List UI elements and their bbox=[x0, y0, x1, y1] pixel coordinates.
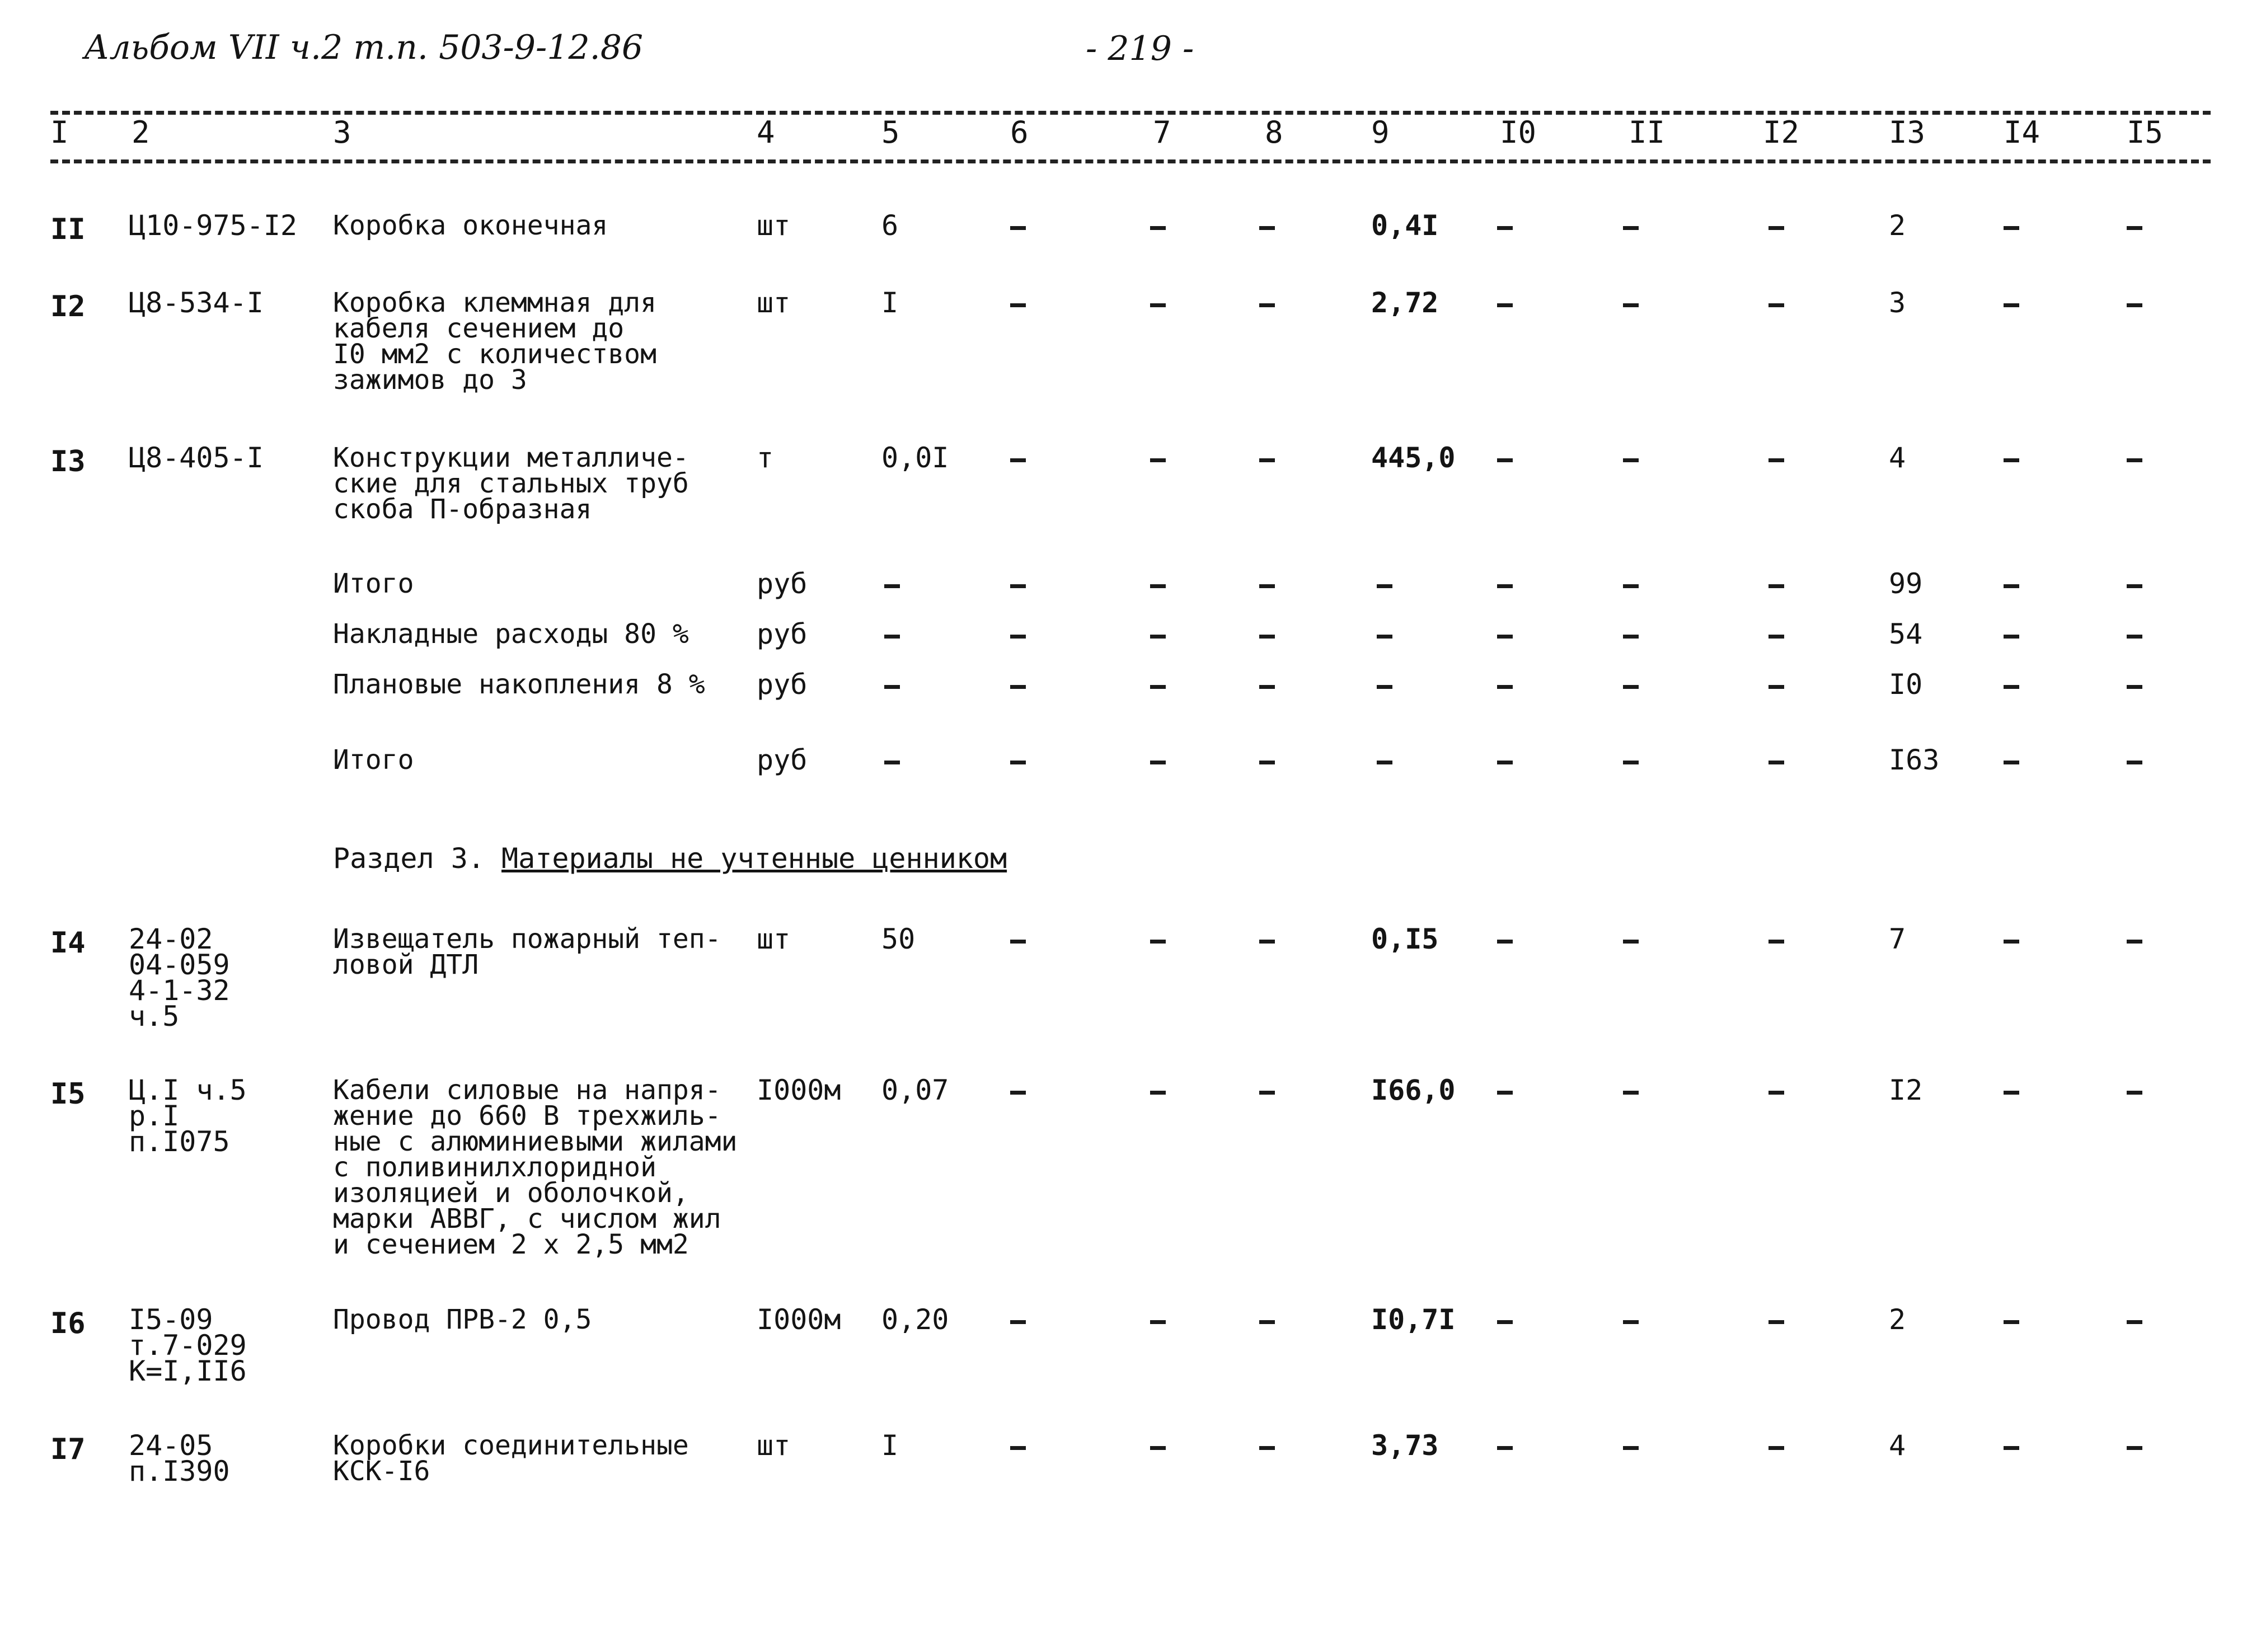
empty-cell-dash bbox=[1150, 458, 1166, 462]
row-code-line: 4-1-32 bbox=[129, 974, 230, 1007]
empty-cell-dash bbox=[1010, 1091, 1026, 1095]
empty-cell-dash bbox=[1150, 1091, 1166, 1095]
row-description-line: кабеля сечением до bbox=[333, 313, 625, 344]
empty-cell-dash bbox=[2004, 584, 2019, 588]
empty-cell-dash bbox=[2127, 1091, 2142, 1095]
section-title: Материалы не учтенные ценником bbox=[501, 842, 1007, 875]
empty-cell-dash bbox=[1377, 584, 1392, 588]
row-description-line: Итого bbox=[333, 744, 414, 776]
empty-cell-dash bbox=[1377, 685, 1392, 689]
empty-cell-dash bbox=[1010, 940, 1026, 944]
empty-cell-dash bbox=[1623, 458, 1639, 462]
row-code-line: Ц8-405-I bbox=[129, 442, 264, 474]
empty-cell-dash bbox=[1259, 635, 1275, 639]
empty-cell-dash bbox=[1497, 1091, 1513, 1095]
empty-cell-dash bbox=[1259, 685, 1275, 689]
row-code-line: ч.5 bbox=[129, 1000, 180, 1032]
row-description-line: Коробка клеммная для bbox=[333, 287, 656, 318]
empty-cell-dash bbox=[884, 635, 900, 639]
row-total: 2 bbox=[1889, 209, 1906, 242]
empty-cell-dash bbox=[1150, 226, 1166, 230]
empty-cell-dash bbox=[2004, 1446, 2019, 1450]
row-unit: I000м bbox=[757, 1303, 841, 1336]
row-quantity: 0,20 bbox=[881, 1303, 949, 1336]
row-quantity: 0,07 bbox=[881, 1074, 949, 1106]
row-code-line: т.7-029 bbox=[129, 1329, 247, 1362]
empty-cell-dash bbox=[1623, 761, 1639, 764]
row-description-line: с поливинилхлоридной bbox=[333, 1152, 656, 1183]
row-description-line: Итого bbox=[333, 568, 414, 599]
row-number: I5 bbox=[50, 1077, 86, 1111]
row-unit: I000м bbox=[757, 1074, 841, 1106]
empty-cell-dash bbox=[1623, 635, 1639, 639]
empty-cell-dash bbox=[1010, 685, 1026, 689]
empty-cell-dash bbox=[1497, 584, 1513, 588]
empty-cell-dash bbox=[1259, 1320, 1275, 1324]
row-code-line: Ц.I ч.5 bbox=[129, 1074, 247, 1106]
column-number-7: 7 bbox=[1153, 115, 1171, 150]
row-price: 2,72 bbox=[1371, 287, 1439, 319]
empty-cell-dash bbox=[2127, 584, 2142, 588]
row-code-line: 04-059 bbox=[129, 949, 230, 981]
row-code-line: Ц8-534-I bbox=[129, 287, 264, 319]
row-number: I4 bbox=[50, 926, 86, 960]
empty-cell-dash bbox=[1768, 226, 1784, 230]
row-description-line: ные с алюминиевыми жилами bbox=[333, 1126, 738, 1157]
column-number-4: 4 bbox=[757, 115, 775, 150]
row-quantity: 50 bbox=[881, 923, 916, 955]
column-number-15: I5 bbox=[2127, 115, 2164, 150]
empty-cell-dash bbox=[1150, 1446, 1166, 1450]
row-description-line: ловой ДТЛ bbox=[333, 949, 479, 980]
row-total: I0 bbox=[1889, 668, 1923, 701]
section-prefix: Раздел 3. bbox=[333, 842, 485, 875]
row-unit: шт bbox=[757, 209, 791, 242]
empty-cell-dash bbox=[2127, 761, 2142, 764]
empty-cell-dash bbox=[1768, 940, 1784, 944]
row-description-line: Накладные расходы 80 % bbox=[333, 618, 689, 650]
row-number: II bbox=[50, 213, 86, 246]
row-total: 54 bbox=[1889, 618, 1923, 650]
empty-cell-dash bbox=[1768, 303, 1784, 307]
column-number-12: I2 bbox=[1763, 115, 1800, 150]
empty-cell-dash bbox=[1259, 761, 1275, 764]
empty-cell-dash bbox=[1259, 226, 1275, 230]
empty-cell-dash bbox=[2127, 1446, 2142, 1450]
empty-cell-dash bbox=[2127, 226, 2142, 230]
empty-cell-dash bbox=[1259, 584, 1275, 588]
empty-cell-dash bbox=[1150, 685, 1166, 689]
row-price: I66,0 bbox=[1371, 1074, 1456, 1106]
row-code-line: I5-09 bbox=[129, 1303, 213, 1336]
column-number-13: I3 bbox=[1889, 115, 1926, 150]
empty-cell-dash bbox=[1259, 458, 1275, 462]
row-description-line: КСК-I6 bbox=[333, 1456, 430, 1487]
empty-cell-dash bbox=[1377, 761, 1392, 764]
row-unit: шт bbox=[757, 287, 791, 319]
row-number: I6 bbox=[50, 1307, 86, 1340]
row-code-line: 24-05 bbox=[129, 1429, 213, 1462]
empty-cell-dash bbox=[1010, 458, 1026, 462]
row-price: I0,7I bbox=[1371, 1303, 1456, 1336]
empty-cell-dash bbox=[2004, 940, 2019, 944]
column-number-8: 8 bbox=[1265, 115, 1283, 150]
empty-cell-dash bbox=[1497, 1446, 1513, 1450]
row-code-line: п.I390 bbox=[129, 1455, 230, 1487]
empty-cell-dash bbox=[1150, 635, 1166, 639]
row-price: 0,I5 bbox=[1371, 923, 1439, 955]
empty-cell-dash bbox=[1623, 685, 1639, 689]
empty-cell-dash bbox=[1768, 635, 1784, 639]
empty-cell-dash bbox=[1150, 303, 1166, 307]
empty-cell-dash bbox=[1010, 761, 1026, 764]
empty-cell-dash bbox=[2004, 635, 2019, 639]
row-quantity: 0,0I bbox=[881, 442, 949, 474]
row-description-line: и сечением 2 х 2,5 мм2 bbox=[333, 1229, 689, 1260]
row-price: 0,4I bbox=[1371, 209, 1439, 242]
empty-cell-dash bbox=[1768, 1446, 1784, 1450]
row-unit: шт bbox=[757, 923, 791, 955]
row-number: I3 bbox=[50, 445, 86, 478]
album-reference: Альбом VII ч.2 т.п. 503-9-12.86 bbox=[84, 28, 644, 67]
column-number-6: 6 bbox=[1010, 115, 1029, 150]
empty-cell-dash bbox=[1377, 635, 1392, 639]
page-number: - 219 - bbox=[1086, 29, 1194, 68]
empty-cell-dash bbox=[2004, 458, 2019, 462]
empty-cell-dash bbox=[1623, 226, 1639, 230]
row-total: 4 bbox=[1889, 442, 1906, 474]
column-number-1: I bbox=[50, 115, 69, 150]
column-number-9: 9 bbox=[1371, 115, 1390, 150]
empty-cell-dash bbox=[1150, 940, 1166, 944]
empty-cell-dash bbox=[1623, 1091, 1639, 1095]
column-number-11: II bbox=[1629, 115, 1666, 150]
row-code-line: п.I075 bbox=[129, 1125, 230, 1158]
empty-cell-dash bbox=[1259, 1446, 1275, 1450]
column-number-5: 5 bbox=[881, 115, 900, 150]
empty-cell-dash bbox=[884, 685, 900, 689]
row-code-line: Ц10-975-I2 bbox=[129, 209, 298, 242]
row-code-line: К=I,II6 bbox=[129, 1355, 247, 1387]
header-rule-top bbox=[50, 111, 2211, 115]
empty-cell-dash bbox=[2127, 1320, 2142, 1324]
empty-cell-dash bbox=[1768, 761, 1784, 764]
row-description-line: жение до 660 В трехжиль- bbox=[333, 1100, 721, 1132]
empty-cell-dash bbox=[1623, 940, 1639, 944]
empty-cell-dash bbox=[2004, 1091, 2019, 1095]
empty-cell-dash bbox=[1259, 303, 1275, 307]
empty-cell-dash bbox=[1497, 303, 1513, 307]
row-description-line: ские для стальных труб bbox=[333, 468, 689, 499]
column-number-14: I4 bbox=[2004, 115, 2040, 150]
empty-cell-dash bbox=[1497, 226, 1513, 230]
empty-cell-dash bbox=[1497, 1320, 1513, 1324]
row-unit: т bbox=[757, 442, 774, 474]
empty-cell-dash bbox=[1150, 761, 1166, 764]
row-code-line: 24-02 bbox=[129, 923, 213, 955]
empty-cell-dash bbox=[1150, 1320, 1166, 1324]
empty-cell-dash bbox=[1010, 635, 1026, 639]
empty-cell-dash bbox=[2127, 940, 2142, 944]
row-quantity: I bbox=[881, 1429, 899, 1462]
row-total: 3 bbox=[1889, 287, 1906, 319]
empty-cell-dash bbox=[1497, 685, 1513, 689]
empty-cell-dash bbox=[1623, 1446, 1639, 1450]
empty-cell-dash bbox=[2004, 303, 2019, 307]
empty-cell-dash bbox=[1497, 940, 1513, 944]
row-description-line: зажимов до 3 bbox=[333, 364, 527, 396]
empty-cell-dash bbox=[1010, 1320, 1026, 1324]
row-total: 2 bbox=[1889, 1303, 1906, 1336]
empty-cell-dash bbox=[2004, 1320, 2019, 1324]
empty-cell-dash bbox=[1497, 458, 1513, 462]
row-code-line: р.I bbox=[129, 1100, 180, 1132]
row-quantity: I bbox=[881, 287, 899, 319]
row-unit: руб bbox=[757, 744, 808, 776]
empty-cell-dash bbox=[1768, 1091, 1784, 1095]
empty-cell-dash bbox=[1768, 458, 1784, 462]
empty-cell-dash bbox=[1497, 635, 1513, 639]
empty-cell-dash bbox=[1010, 226, 1026, 230]
empty-cell-dash bbox=[2004, 685, 2019, 689]
row-quantity: 6 bbox=[881, 209, 899, 242]
empty-cell-dash bbox=[1150, 584, 1166, 588]
empty-cell-dash bbox=[1768, 685, 1784, 689]
row-description-line: Коробки соединительные bbox=[333, 1430, 689, 1461]
row-unit: руб bbox=[757, 668, 808, 701]
row-total: 7 bbox=[1889, 923, 1906, 955]
empty-cell-dash bbox=[1010, 584, 1026, 588]
row-number: I2 bbox=[50, 290, 86, 323]
row-description-line: Коробка оконечная bbox=[333, 210, 608, 241]
row-description-line: Провод ПРВ-2 0,5 bbox=[333, 1304, 592, 1335]
empty-cell-dash bbox=[1623, 584, 1639, 588]
empty-cell-dash bbox=[1497, 761, 1513, 764]
row-description-line: изоляцией и оболочкой, bbox=[333, 1177, 689, 1209]
row-unit: руб bbox=[757, 618, 808, 650]
empty-cell-dash bbox=[1768, 584, 1784, 588]
empty-cell-dash bbox=[1010, 303, 1026, 307]
empty-cell-dash bbox=[1623, 1320, 1639, 1324]
row-price: 445,0 bbox=[1371, 442, 1456, 474]
row-total: I63 bbox=[1889, 744, 1940, 776]
row-total: I2 bbox=[1889, 1074, 1923, 1106]
row-description-line: скоба П-образная bbox=[333, 494, 592, 525]
row-description-line: Конструкции металличе- bbox=[333, 442, 689, 473]
empty-cell-dash bbox=[1010, 1446, 1026, 1450]
empty-cell-dash bbox=[884, 584, 900, 588]
row-description-line: Кабели силовые на напря- bbox=[333, 1074, 721, 1106]
header-rule-bottom bbox=[50, 159, 2211, 163]
row-description-line: Извещатель пожарный теп- bbox=[333, 923, 721, 955]
section-heading bbox=[333, 842, 1007, 875]
empty-cell-dash bbox=[1768, 1320, 1784, 1324]
column-number-3: 3 bbox=[333, 115, 351, 150]
empty-cell-dash bbox=[2127, 303, 2142, 307]
row-total: 99 bbox=[1889, 567, 1923, 600]
row-unit: шт bbox=[757, 1429, 791, 1462]
row-number: I7 bbox=[50, 1433, 86, 1466]
column-number-2: 2 bbox=[132, 115, 150, 150]
row-unit: руб bbox=[757, 567, 808, 600]
empty-cell-dash bbox=[1623, 303, 1639, 307]
empty-cell-dash bbox=[2004, 761, 2019, 764]
row-description-line: I0 мм2 с количеством bbox=[333, 339, 656, 370]
empty-cell-dash bbox=[2004, 226, 2019, 230]
row-total: 4 bbox=[1889, 1429, 1906, 1462]
empty-cell-dash bbox=[2127, 685, 2142, 689]
empty-cell-dash bbox=[2127, 458, 2142, 462]
row-description-line: марки АВВГ, с числом жил bbox=[333, 1203, 721, 1235]
empty-cell-dash bbox=[1259, 940, 1275, 944]
row-price: 3,73 bbox=[1371, 1429, 1439, 1462]
empty-cell-dash bbox=[884, 761, 900, 764]
empty-cell-dash bbox=[2127, 635, 2142, 639]
row-description-line: Плановые накопления 8 % bbox=[333, 669, 705, 700]
empty-cell-dash bbox=[1259, 1091, 1275, 1095]
column-number-10: I0 bbox=[1500, 115, 1537, 150]
